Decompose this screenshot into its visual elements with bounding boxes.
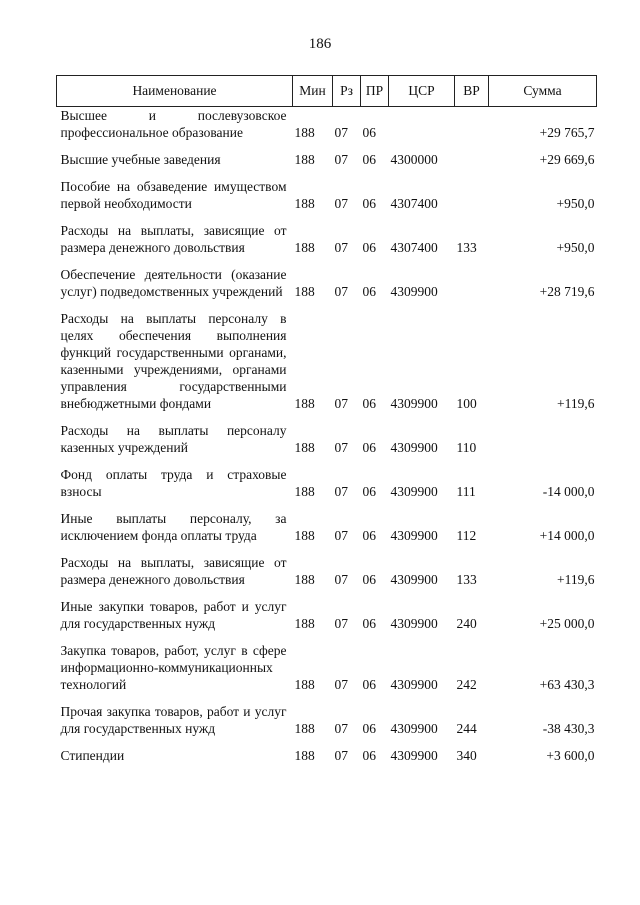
table-row (57, 590, 597, 634)
row-csr: 4309900 (390, 721, 438, 736)
header-name: Наименование (57, 76, 293, 107)
table-row (57, 170, 597, 214)
row-min: 188 (294, 616, 315, 631)
row-vr: 133 (456, 240, 477, 255)
row-sum: +28 719,6 (539, 284, 595, 299)
row-min: 188 (294, 572, 315, 587)
row-csr: 4300000 (390, 152, 438, 167)
row-pr: 06 (362, 677, 376, 692)
row-vr (455, 107, 489, 144)
row-sum: +29 765,7 (539, 125, 595, 140)
row-min: 188 (294, 396, 315, 411)
row-min: 188 (294, 721, 315, 736)
row-rz: 07 (334, 748, 348, 763)
row-name: Фонд оплаты труда и страховые взносы (60, 467, 287, 499)
row-min: 188 (294, 196, 315, 211)
budget-table (56, 75, 597, 766)
row-sum: +25 000,0 (539, 616, 595, 631)
row-vr: 100 (456, 396, 477, 411)
row-name: Расходы на выплаты, зависящие от размера денежного довольствия (60, 223, 287, 255)
row-rz: 07 (334, 440, 348, 455)
row-name: Иные закупки товаров, работ и услуг для государственных нужд (60, 599, 287, 631)
header-min: Мин (293, 76, 333, 107)
row-sum: +119,6 (557, 396, 595, 411)
row-name: Высшее и послевузовское профессиональное образование (60, 108, 287, 140)
row-name: Обеспечение деятельности (оказание услуг) подведомственных учреждений (60, 267, 287, 299)
row-sum: +3 600,0 (546, 748, 595, 763)
row-csr: 4307400 (390, 240, 438, 255)
table-row (57, 302, 597, 414)
row-vr: 244 (456, 721, 477, 736)
row-pr: 06 (362, 528, 376, 543)
row-csr: 4309900 (390, 440, 438, 455)
row-min: 188 (294, 152, 315, 167)
row-name: Закупка товаров, работ, услуг в сфере информационно-коммуникационных технологий (60, 643, 287, 692)
header-sum: Сумма (489, 76, 597, 107)
row-vr: 111 (456, 484, 476, 499)
table-row (57, 143, 597, 170)
row-sum: +950,0 (556, 240, 595, 255)
row-min: 188 (294, 240, 315, 255)
row-rz: 07 (334, 484, 348, 499)
row-sum: +29 669,6 (539, 152, 595, 167)
row-vr: 112 (456, 528, 477, 543)
row-vr (455, 258, 489, 302)
row-rz: 07 (334, 196, 348, 211)
table-row (57, 107, 597, 144)
row-rz: 07 (334, 152, 348, 167)
row-vr (455, 143, 489, 170)
header-vr: ВР (455, 76, 489, 107)
header-rz: Рз (333, 76, 361, 107)
row-rz: 07 (334, 572, 348, 587)
row-pr: 06 (362, 196, 376, 211)
row-name: Расходы на выплаты персоналу казенных учреждений (60, 423, 287, 455)
table-row (57, 634, 597, 695)
row-pr: 06 (362, 748, 376, 763)
row-sum: -38 430,3 (542, 721, 595, 736)
row-min: 188 (294, 284, 315, 299)
row-min: 188 (294, 528, 315, 543)
row-csr: 4309900 (390, 616, 438, 631)
row-sum: +950,0 (556, 196, 595, 211)
row-sum: -14 000,0 (542, 484, 595, 499)
row-vr: 340 (456, 748, 477, 763)
row-rz: 07 (334, 528, 348, 543)
row-rz: 07 (334, 677, 348, 692)
row-csr (389, 107, 455, 144)
row-name: Расходы на выплаты персоналу в целях обеспечения выполнения функций государственными органами, казенными учреждениями, органами управления государственными внебюджетными фондами (60, 311, 287, 411)
row-csr: 4307400 (390, 196, 438, 211)
row-min: 188 (294, 748, 315, 763)
row-name: Стипендии (60, 748, 125, 763)
row-vr: 110 (456, 440, 477, 455)
table-row (57, 258, 597, 302)
table-row (57, 695, 597, 739)
table-row (57, 414, 597, 458)
header-pr: ПР (361, 76, 389, 107)
table-header-row (57, 76, 597, 107)
row-min: 188 (294, 677, 315, 692)
row-pr: 06 (362, 616, 376, 631)
table-row (57, 546, 597, 590)
row-sum (489, 414, 597, 458)
row-vr: 133 (456, 572, 477, 587)
page-number: 186 (308, 36, 332, 52)
row-min: 188 (294, 440, 315, 455)
row-pr: 06 (362, 721, 376, 736)
row-min: 188 (294, 125, 315, 140)
row-name: Прочая закупка товаров, работ и услуг для государственных нужд (60, 704, 287, 736)
row-rz: 07 (334, 125, 348, 140)
row-pr: 06 (362, 152, 376, 167)
row-csr: 4309900 (390, 748, 438, 763)
header-csr: ЦСР (389, 76, 455, 107)
row-pr: 06 (362, 396, 376, 411)
table-row (57, 502, 597, 546)
row-pr: 06 (362, 125, 376, 140)
row-rz: 07 (334, 721, 348, 736)
row-csr: 4309900 (390, 284, 438, 299)
table-row (57, 214, 597, 258)
row-name: Расходы на выплаты, зависящие от размера денежного довольствия (60, 555, 287, 587)
row-rz: 07 (334, 396, 348, 411)
table-row (57, 458, 597, 502)
row-pr: 06 (362, 484, 376, 499)
row-pr: 06 (362, 440, 376, 455)
row-name: Пособие на обзаведение имуществом первой необходимости (60, 179, 287, 211)
row-csr: 4309900 (390, 396, 438, 411)
table-row (57, 739, 597, 766)
row-csr: 4309900 (390, 484, 438, 499)
row-vr: 240 (456, 616, 477, 631)
row-rz: 07 (334, 240, 348, 255)
row-name: Иные выплаты персоналу, за исключением фонда оплаты труда (60, 511, 287, 543)
row-rz: 07 (334, 616, 348, 631)
row-csr: 4309900 (390, 528, 438, 543)
row-min: 188 (294, 484, 315, 499)
row-csr: 4309900 (390, 677, 438, 692)
row-sum: +63 430,3 (539, 677, 595, 692)
row-sum: +14 000,0 (539, 528, 595, 543)
row-vr: 242 (456, 677, 477, 692)
row-rz: 07 (334, 284, 348, 299)
row-csr: 4309900 (390, 572, 438, 587)
row-vr (455, 170, 489, 214)
row-sum: +119,6 (557, 572, 595, 587)
row-pr: 06 (362, 240, 376, 255)
row-pr: 06 (362, 572, 376, 587)
row-name: Высшие учебные заведения (60, 152, 221, 167)
row-pr: 06 (362, 284, 376, 299)
